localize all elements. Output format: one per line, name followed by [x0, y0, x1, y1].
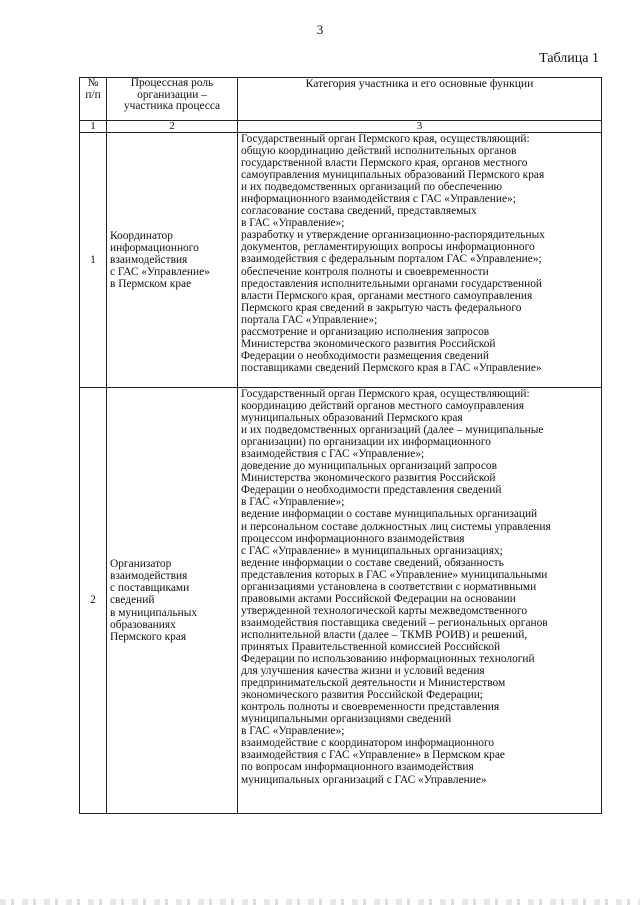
header-number-line: п/п — [85, 88, 101, 101]
row-role — [107, 388, 238, 814]
text-line: процессом информационного взаимодействия — [241, 532, 465, 545]
column-number: 3 — [238, 121, 602, 133]
text-line: муниципальными организациями сведений — [241, 713, 452, 726]
text-line: власти Пермского края, органами местного самоуправления — [241, 289, 533, 302]
text-line: и персональном составе должностных лиц системы управления — [241, 520, 551, 533]
text-line: в ГАС «Управление»; — [241, 725, 345, 738]
column-number: 1 — [80, 121, 107, 133]
text-line: организации) по организации их информационного — [241, 436, 491, 449]
text-line: с поставщиками — [110, 582, 190, 595]
text-line: сведений — [110, 594, 155, 607]
text-line: в муниципальных — [110, 606, 198, 619]
header-role-line: Процессная роль — [130, 77, 214, 89]
text-line: согласование состава сведений, представляемых — [241, 205, 477, 218]
column-number: 2 — [107, 121, 238, 133]
text-line: предоставления исполнительными органами государственной — [241, 277, 543, 290]
text-line: Организатор — [110, 558, 172, 571]
text-line: государственной власти Пермского края, органов местного — [241, 157, 528, 170]
text-line: представления которых в ГАС «Управление» муниципальными — [241, 568, 548, 581]
text-line: Федерации о необходимости размещения сведений — [241, 349, 489, 362]
text-line: взаимодействия — [110, 253, 188, 266]
row-role — [107, 133, 238, 388]
table-row — [80, 388, 602, 814]
text-line: муниципальных образований Пермского края — [241, 412, 463, 425]
header-role-line: организации – — [137, 88, 207, 101]
text-line: ведение информации о составе сведений, обязанность — [241, 556, 504, 569]
row-description — [238, 388, 602, 814]
text-line: с ГАС «Управление» в муниципальных организациях; — [241, 544, 503, 557]
text-line: экономического развития Российской Федерации; — [241, 689, 483, 702]
text-line: принятых Правительственной комиссией Российской — [241, 640, 501, 653]
text-line: и их подведомственных организаций (далее – муниципальные — [241, 424, 544, 437]
text-line: Пермского края — [110, 630, 187, 643]
text-line: исполнительной власти (далее – ТКМВ РОИВ) и решений, — [241, 628, 528, 641]
text-line: координацию действий органов местного самоуправления — [241, 400, 524, 413]
text-line: ведение информации о составе муниципальных организаций — [241, 508, 538, 521]
text-line: муниципальных организаций с ГАС «Управление» — [241, 773, 487, 786]
text-line: доведение до муниципальных организаций запросов — [241, 460, 498, 473]
text-line: взаимодействия с федеральным порталом ГАС «Управление»; — [241, 253, 542, 266]
text-line: организациями установлена в соответствии с нормативными — [241, 580, 537, 593]
text-line: документов, регламентирующих вопросы информационного — [241, 241, 535, 254]
text-line: взаимодействие с координатором информационного — [241, 737, 495, 750]
header-role — [107, 78, 238, 121]
text-line: Министерства экономического развития Российской — [241, 337, 496, 350]
table-caption: Таблица 1 — [539, 51, 599, 66]
text-line: для улучшения качества жизни и условий ведения — [241, 665, 485, 678]
scan-edge-artifact — [0, 899, 640, 905]
text-line: предпринимательской деятельности и Министерством — [241, 677, 506, 690]
table-header-row — [80, 78, 602, 121]
text-line: информационного взаимодействия с ГАС «Управление»; — [241, 193, 516, 206]
header-number-line: № — [87, 77, 99, 89]
text-line: взаимодействия поставщика сведений – региональных органов — [241, 616, 548, 629]
text-line: Государственный орган Пермского края, осуществляющий: — [241, 388, 530, 400]
header-category: Категория участника и его основные функции — [238, 78, 602, 121]
text-line: Пермского края сведений в закрытую часть федерального — [241, 301, 522, 314]
header-role-line: участника процесса — [123, 100, 221, 112]
text-line: самоуправления муниципальных образований Пермского края — [241, 169, 545, 182]
text-line: рассмотрение и организацию исполнения запросов — [241, 325, 490, 338]
text-line: утвержденной технологической карты межведомственного — [241, 604, 528, 617]
text-line: взаимодействия с ГАС «Управление»; — [241, 448, 425, 461]
text-line: Федерации по использованию информационных технологий — [241, 653, 535, 666]
text-line: взаимодействия с ГАС «Управление» в Пермском крае — [241, 749, 505, 762]
row-number: 2 — [80, 388, 107, 814]
text-line: с ГАС «Управление» — [110, 266, 210, 279]
participants-table — [79, 77, 602, 814]
column-numbers-row — [80, 121, 602, 133]
text-line: общую координацию действий исполнительных органов — [241, 145, 517, 158]
text-line: в ГАС «Управление»; — [241, 496, 345, 509]
text-line: контроль полноты и своевременности представления — [241, 701, 500, 714]
text-line: Федерации о необходимости представления сведений — [241, 484, 502, 497]
text-line: обеспечение контроля полноты и своевременности — [241, 265, 489, 278]
text-line: и их подведомственных организаций по обеспечению — [241, 181, 503, 194]
text-line: информационного — [110, 241, 199, 254]
text-line: по вопросам информационного взаимодействия — [241, 761, 474, 774]
text-line: правовыми актами Российской Федерации на основании — [241, 592, 516, 605]
table-row — [80, 133, 602, 388]
text-line: взаимодействия — [110, 570, 188, 583]
text-line: Координатор — [110, 229, 173, 242]
text-line: в Пермском крае — [110, 278, 192, 291]
header-number — [80, 78, 107, 121]
page-number: 3 — [316, 22, 324, 37]
text-line: Государственный орган Пермского края, осуществляющий: — [241, 133, 530, 145]
text-line: образованиях — [110, 618, 176, 631]
text-line: разработку и утверждение организационно-распорядительных — [241, 229, 545, 242]
text-line: в ГАС «Управление»; — [241, 217, 345, 230]
row-description — [238, 133, 602, 388]
row-number: 1 — [80, 133, 107, 388]
text-line: поставщиками сведений Пермского края в ГАС «Управление» — [241, 361, 542, 374]
text-line: Министерства экономического развития Российской — [241, 472, 496, 485]
text-line: портала ГАС «Управление»; — [241, 313, 378, 326]
